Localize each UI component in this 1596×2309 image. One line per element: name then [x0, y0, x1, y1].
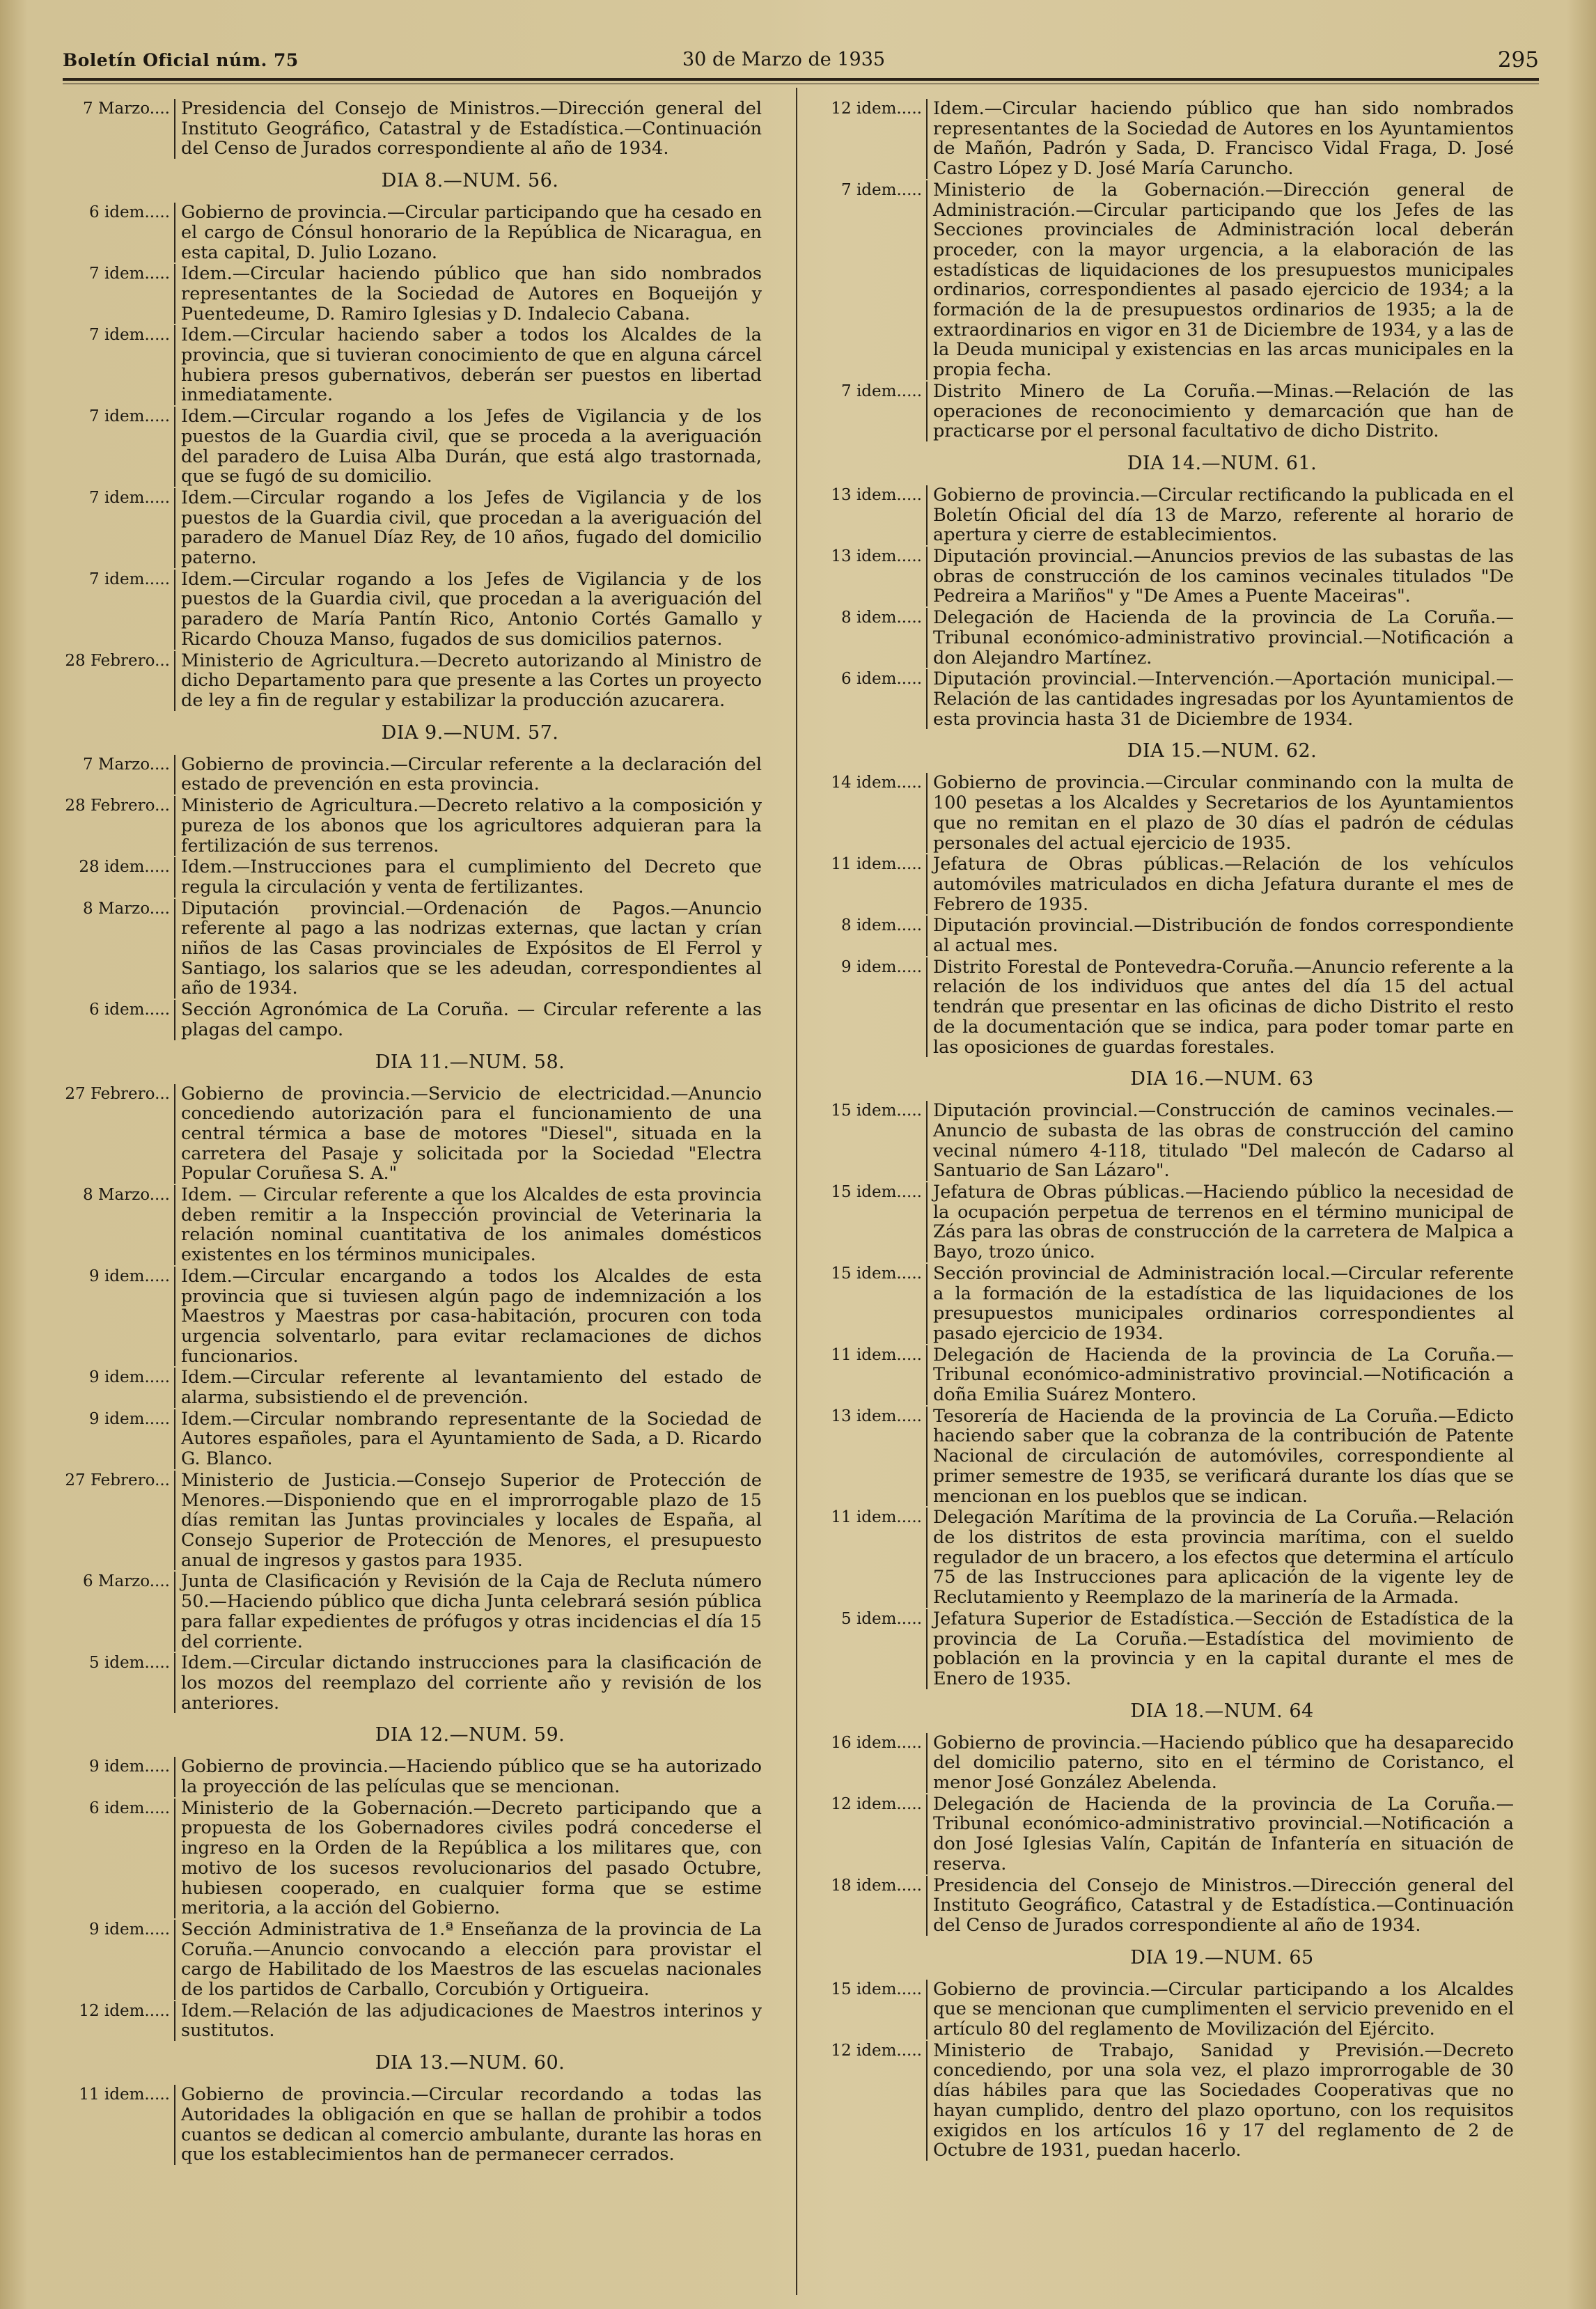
- entry-date: 15 idem.....: [831, 1183, 922, 1202]
- entry-text: Gobierno de provincia.—Circular referente a la declaración del estado de prevención en esta provincia.: [174, 755, 766, 795]
- right-column: [808, 99, 1518, 2162]
- index-entry: [42, 488, 766, 568]
- index-entry: [42, 203, 766, 263]
- index-entry: [808, 957, 1518, 1058]
- page-number: 295: [1497, 47, 1539, 72]
- entry-date: 6 idem.....: [89, 1001, 170, 1019]
- index-entry: [42, 2001, 766, 2041]
- entry-text: Gobierno de provincia.—Circular recordando a todas las Autoridades la obligación en que se hallan de prohibir a todos cuantos se dedican al comercio ambulante, durante las horas en que los establecimientos han de permanecer cerrados.: [174, 2085, 766, 2165]
- entry-text: Gobierno de provincia.—Circular conminando con la multa de 100 pesetas a los Alcaldes y Secretarios de los Ayuntamientos que no remitan en el plazo de 30 días el padrón de cédulas personales del actual ejercicio de 1935.: [926, 773, 1518, 853]
- index-entry: [808, 1609, 1518, 1689]
- entry-date: 6 idem.....: [841, 670, 922, 689]
- entry-date: 9 idem.....: [89, 1368, 170, 1387]
- entry-text: Idem.—Circular encargando a todos los Alcaldes de esta provincia que si tuviesen algún pago de indemnización a los Maestros y Maestras por casa-habitación, procuren con toda urgencia solventarlo, para evitar reclamaciones de dichos funcionarios.: [174, 1267, 766, 1367]
- entry-date: 8 idem.....: [841, 609, 922, 627]
- entry-date: 14 idem.....: [831, 774, 922, 792]
- entry-text: Gobierno de provincia.—Servicio de electricidad.—Anuncio concediendo autorización para el funcionamiento de una central térmica a base de motores "Diesel", situada en la carretera del Pasaje y solicitada por la Sociedad "Electra Popular Coruñesa S. A.": [174, 1084, 766, 1184]
- entry-text: Diputación provincial.—Distribución de fondos correspondiente al actual mes.: [926, 916, 1518, 955]
- entry-date: 7 idem.....: [841, 180, 922, 199]
- entry-date: 12 idem.....: [79, 2001, 170, 2020]
- entry-date: 18 idem.....: [831, 1876, 922, 1895]
- entry-date: 12 idem.....: [831, 2041, 922, 2060]
- entry-text: Idem.—Circular haciendo público que han sido nombrados representantes de la Sociedad de Autores en los Ayuntamientos de Mañón, Padrón y Sada, D. Francisco Vidal Fraga, D. José Castro López y D. José María Caruncho.: [926, 99, 1518, 179]
- entry-text: Delegación de Hacienda de la provincia de La Coruña.—Tribunal económico-administrativo provincial.—Notificación a don Alejandro Martínez.: [926, 608, 1518, 668]
- entry-date: 15 idem.....: [831, 1264, 922, 1283]
- entry-text: Idem.—Circular haciendo saber a todos los Alcaldes de la provincia, que si tuvieran conocimiento de que en alguna cárcel hubiera presos gubernativos, deberán ser puestos en libertad inmediatamente.: [174, 325, 766, 405]
- entry-date: 7 idem.....: [841, 382, 922, 400]
- index-entry: [42, 2085, 766, 2165]
- entry-text: Ministerio de Trabajo, Sanidad y Previsión.—Decreto concediendo, por una sola vez, el plazo improrrogable de 30 días hábiles para que las Sociedades Cooperativas que no hayan cumplido, dentro del plazo oportuno, con los requisitos exigidos en los artículos 16 y 17 del reglamento de 2 de Octubre de 1931, puedan hacerlo.: [926, 2041, 1518, 2161]
- entry-date: 6 Marzo....: [82, 1572, 170, 1591]
- entry-text: Presidencia del Consejo de Ministros.—Dirección general del Instituto Geográfico, Catastral y de Estadística.—Continuación del Censo de Jurados correspondiente al año de 1934.: [174, 99, 766, 159]
- index-entry: [42, 1000, 766, 1040]
- entry-text: Idem.—Instrucciones para el cumplimiento del Decreto que regula la circulación y venta de fertilizantes.: [174, 857, 766, 897]
- index-entry: [808, 382, 1518, 441]
- index-entry: [808, 1876, 1518, 1936]
- entry-text: Presidencia del Consejo de Ministros.—Dirección general del Instituto Geográfico, Catastral y de Estadística.—Continuación del Censo de Jurados correspondiente al año de 1934.: [926, 1876, 1518, 1936]
- index-entry: [42, 796, 766, 856]
- day-heading: DIA 9.—NUM. 57.: [381, 721, 559, 744]
- entry-text: Ministerio de la Gobernación.—Decreto participando que a propuesta de los Gobernadores civiles podrá concederse el ingreso en la Orden de la República a los militares que, con motivo de los sucesos revolucionarios del pasado Octubre, hubiesen cooperado, en cualquier forma que se estime meritoria, a la acción del Gobierno.: [174, 1799, 766, 1918]
- entry-text: Diputación provincial.—Anuncios previos de las subastas de las obras de construcción de los caminos vecinales titulados "De Pedreira a Mariños" y "De Ames a Puente Maceiras".: [926, 547, 1518, 606]
- entry-text: Diputación provincial.—Intervención.—Aportación municipal.—Relación de las cantidades ingresadas por los Ayuntamientos de esta provincia hasta 31 de Diciembre de 1934.: [926, 669, 1518, 729]
- index-entry: [42, 570, 766, 650]
- index-entry: [42, 264, 766, 324]
- index-entry: [42, 325, 766, 405]
- index-entry: [808, 1101, 1518, 1181]
- entry-text: Jefatura de Obras públicas.—Haciendo público la necesidad de la ocupación perpetua de terrenos en el término municipal de Zás para las obras de construcción de la carretera de Malpica a Bayo, trozo único.: [926, 1182, 1518, 1262]
- issue-date: 30 de Marzo de 1935: [682, 49, 886, 70]
- entry-text: Idem.—Circular dictando instrucciones para la clasificación de los mozos del reemplazo del corriente año y revisión de los anteriores.: [174, 1653, 766, 1713]
- entry-text: Delegación de Hacienda de la provincia de La Coruña.—Tribunal económico-administrativo provincial.—Notificación a don José Iglesias Valín, Capitán de Infantería en situación de reserva.: [926, 1794, 1518, 1874]
- day-heading: DIA 19.—NUM. 65: [1130, 1946, 1314, 1968]
- day-heading: DIA 16.—NUM. 63: [1130, 1068, 1314, 1090]
- index-entry: [42, 755, 766, 795]
- entry-date: 7 idem.....: [89, 326, 170, 345]
- entry-date: 6 idem.....: [89, 203, 170, 222]
- entry-text: Ministerio de Justicia.—Consejo Superior de Protección de Menores.—Disponiendo que en el improrrogable plazo de 15 días remitan las Juntas provinciales y locales de España, al Consejo Superior de Protección de Menores, el presupuesto anual de ingresos y gastos para 1935.: [174, 1471, 766, 1571]
- entry-text: Sección Agronómica de La Coruña. — Circular referente a las plagas del campo.: [174, 1000, 766, 1040]
- entry-date: 28 idem.....: [79, 858, 170, 877]
- index-entry: [42, 1267, 766, 1367]
- entry-text: Sección Administrativa de 1.ª Enseñanza de la provincia de La Coruña.—Anuncio convocando a elección para provistar el cargo de Habilitado de los Maestros de las escuelas nacionales de los partidos de Carballo, Corcubión y Ortigueira.: [174, 1920, 766, 2000]
- entry-text: Diputación provincial.—Construcción de caminos vecinales.—Anuncio de subasta de las obras de construcción del camino vecinal número 4-118, titulado "Del malecón de Cadarso al Santuario de San Lázaro".: [926, 1101, 1518, 1181]
- index-entry: [808, 608, 1518, 668]
- index-entry: [42, 1409, 766, 1469]
- entry-text: Idem.—Relación de las adjudicaciones de Maestros interinos y sustitutos.: [174, 2001, 766, 2041]
- day-heading: DIA 14.—NUM. 61.: [1127, 452, 1317, 474]
- entry-date: 7 idem.....: [89, 570, 170, 588]
- entry-text: Diputación provincial.—Ordenación de Pagos.—Anuncio referente al pago a las nodrizas externas, que lactan y crían niños de las Casas provinciales de Expósitos de El Ferrol y Santiago, los salarios que se les adeudan, correspondientes al año de 1934.: [174, 899, 766, 999]
- index-entry: [808, 1733, 1518, 1793]
- entry-text: Gobierno de provincia.—Circular participando que ha cesado en el cargo de Cónsul honorario de la República de Nicaragua, en esta capital, D. Julio Lozano.: [174, 203, 766, 263]
- index-entry: [808, 669, 1518, 729]
- entry-text: Delegación Marítima de la provincia de La Coruña.—Relación de los distritos de esta provincia marítima, con el sueldo regulador de un bracero, a los efectos que determina el artículo 75 de las Instrucciones para aplicación de la vigente ley de Reclutamiento y Reemplazo de la marinería de la Armada.: [926, 1508, 1518, 1608]
- entry-text: Idem.—Circular rogando a los Jefes de Vigilancia y de los puestos de la Guardia civil, que procedan a la averiguación del paradero de María Pantín Rico, Antonio Cortés Gamallo y Ricardo Chouza Manso, fugados de sus domicilios paternos.: [174, 570, 766, 650]
- entry-text: Gobierno de provincia.—Haciendo público que se ha autorizado la proyección de las películas que se mencionan.: [174, 1757, 766, 1797]
- entry-text: Ministerio de Agricultura.—Decreto relativo a la composición y pureza de los abonos que los agricultores adquieran para la fertilización de sus terrenos.: [174, 796, 766, 856]
- entry-text: Junta de Clasificación y Revisión de la Caja de Recluta número 50.—Haciendo público que dicha Junta celebrará sesión pública para fallar expedientes de prófugos y otras incidencias el día 15 del corriente.: [174, 1572, 766, 1652]
- index-entry: [808, 1980, 1518, 2040]
- entry-date: 11 idem.....: [831, 1508, 922, 1527]
- index-entry: [808, 1508, 1518, 1608]
- index-entry: [808, 1407, 1518, 1507]
- index-entry: [42, 1471, 766, 1571]
- entry-date: 8 Marzo....: [82, 899, 170, 918]
- day-heading: DIA 8.—NUM. 56.: [381, 170, 559, 192]
- entry-text: Idem. — Circular referente a que los Alcaldes de esta provincia deben remitir a la Inspección provincial de Veterinaria la relación nominal cuantitativa de los animales domésticos existentes en los términos municipales.: [174, 1185, 766, 1265]
- entry-text: Idem.—Circular rogando a los Jefes de Vigilancia y de los puestos de la Guardia civil, que se proceda a la averiguación del paradero de Luisa Alba Durán, que está algo trastornada, que se fugó de su domicilio.: [174, 407, 766, 487]
- index-entry: [42, 1653, 766, 1713]
- index-entry: [42, 1084, 766, 1184]
- entry-text: Gobierno de provincia.—Haciendo público que ha desaparecido del domicilio paterno, sito en el término de Coristanco, el menor José González Abelenda.: [926, 1733, 1518, 1793]
- entry-date: 13 idem.....: [831, 547, 922, 566]
- index-entry: [42, 1185, 766, 1265]
- entry-date: 9 idem.....: [89, 1920, 170, 1939]
- entry-date: 7 idem.....: [89, 488, 170, 507]
- entry-text: Idem.—Circular nombrando representante de la Sociedad de Autores españoles, para el Ayuntamiento de Sada, a D. Ricardo G. Blanco.: [174, 1409, 766, 1469]
- entry-text: Gobierno de provincia.—Circular rectificando la publicada en el Boletín Oficial del día 13 de Marzo, referente al horario de apertura y cierre de establecimientos.: [926, 485, 1518, 545]
- entry-date: 11 idem.....: [831, 1345, 922, 1364]
- entry-date: 28 Febrero...: [65, 797, 170, 815]
- entry-date: 9 idem.....: [89, 1758, 170, 1776]
- entry-date: 9 idem.....: [89, 1409, 170, 1428]
- index-entry: [808, 547, 1518, 606]
- entry-text: Sección provincial de Administración local.—Circular referente a la formación de la estadística de las liquidaciones de los presupuestos municipales ordinarios correspondientes al pasado ejercicio de 1934.: [926, 1264, 1518, 1344]
- entry-date: 11 idem.....: [831, 855, 922, 874]
- page-header: [63, 45, 1539, 79]
- entry-text: Idem.—Circular haciendo público que han sido nombrados representantes de la Sociedad de Autores en Boqueijón y Puentedeume, D. Ramiro Iglesias y D. Indalecio Cabana.: [174, 264, 766, 324]
- index-entry: [808, 916, 1518, 955]
- index-entry: [42, 899, 766, 999]
- index-entry: [808, 99, 1518, 179]
- index-entry: [808, 1794, 1518, 1874]
- entry-date: 9 idem.....: [89, 1267, 170, 1285]
- entry-date: 15 idem.....: [831, 1102, 922, 1120]
- index-entry: [42, 99, 766, 159]
- index-entry: [42, 1799, 766, 1918]
- day-heading: DIA 15.—NUM. 62.: [1127, 740, 1317, 762]
- entry-text: Delegación de Hacienda de la provincia de La Coruña.—Tribunal económico-administrativo provincial.—Notificación a doña Emilia Suárez Montero.: [926, 1345, 1518, 1405]
- day-heading: DIA 13.—NUM. 60.: [375, 2052, 565, 2074]
- index-entry: [808, 485, 1518, 545]
- index-entry: [42, 1757, 766, 1797]
- left-column: [42, 99, 766, 2166]
- entry-text: Distrito Minero de La Coruña.—Minas.—Relación de las operaciones de reconocimiento y demarcación que han de practicarse por el personal facultativo de dicho Distrito.: [926, 382, 1518, 441]
- entry-date: 8 Marzo....: [82, 1186, 170, 1205]
- entry-date: 11 idem.....: [79, 2085, 170, 2104]
- entry-date: 6 idem.....: [89, 1799, 170, 1817]
- entry-date: 7 idem.....: [89, 265, 170, 283]
- day-heading: DIA 18.—NUM. 64: [1130, 1700, 1314, 1722]
- index-entry: [808, 180, 1518, 380]
- entry-date: 12 idem.....: [831, 1794, 922, 1813]
- index-entry: [42, 1368, 766, 1407]
- entry-text: Idem.—Circular rogando a los Jefes de Vigilancia y de los puestos de la Guardia civil, que procedan a la averiguación del paradero de Manuel Díaz Rey, de 10 años, fugado del domicilio paterno.: [174, 488, 766, 568]
- entry-date: 16 idem.....: [831, 1733, 922, 1752]
- entry-date: 5 idem.....: [841, 1609, 922, 1628]
- entry-date: 27 Febrero...: [65, 1084, 170, 1103]
- column-divider: [796, 88, 797, 2295]
- index-entry: [42, 651, 766, 711]
- day-heading: DIA 11.—NUM. 58.: [375, 1051, 565, 1073]
- index-entry: [808, 1264, 1518, 1344]
- index-entry: [808, 854, 1518, 914]
- entry-text: Idem.—Circular referente al levantamiento del estado de alarma, subsistiendo el de prevención.: [174, 1368, 766, 1407]
- entry-date: 12 idem.....: [831, 100, 922, 118]
- index-entry: [808, 1182, 1518, 1262]
- index-entry: [42, 1572, 766, 1652]
- index-entry: [42, 857, 766, 897]
- entry-date: 7 Marzo....: [82, 755, 170, 774]
- index-entry: [42, 1920, 766, 2000]
- header-rule: [63, 78, 1539, 81]
- entry-date: 28 Febrero...: [65, 651, 170, 670]
- entry-text: Gobierno de provincia.—Circular participando a los Alcaldes que se mencionan que cumplimenten el servicio prevenido en el artículo 80 del reglamento de Movilización del Ejército.: [926, 1980, 1518, 2040]
- entry-text: Ministerio de la Gobernación.—Dirección general de Administración.—Circular participando que los Jefes de las Secciones provinciales de Administración local deberán proceder, con la mayor urgencia, a la elaboración de las estadísticas de liquidaciones de los presupuestos municipales ordinarios, correspondientes al pasado ejercicio de 1934; a la formación de la de presupuestos ordinarios de 1935; a la de extraordinarios en vigor en 31 de Diciembre de 1934, y a las de la Deuda municipal y existencias en las arcas municipales en la propia fecha.: [926, 180, 1518, 380]
- entry-text: Jefatura Superior de Estadística.—Sección de Estadística de la provincia de La Coruña.—Estadística del movimiento de población en la provincia y en la capital durante el mes de Enero de 1935.: [926, 1609, 1518, 1689]
- entry-date: 15 idem.....: [831, 1980, 922, 1998]
- publication-title: Boletín Oficial núm. 75: [63, 50, 299, 70]
- index-entry: [808, 773, 1518, 853]
- index-entry: [42, 407, 766, 487]
- entry-text: Jefatura de Obras públicas.—Relación de los vehículos automóviles matriculados en dicha Jefatura durante el mes de Febrero de 1935.: [926, 854, 1518, 914]
- entry-date: 7 idem.....: [89, 407, 170, 426]
- entry-date: 27 Febrero...: [65, 1471, 170, 1489]
- entry-date: 9 idem.....: [841, 957, 922, 976]
- entry-text: Distrito Forestal de Pontevedra-Coruña.—Anuncio referente a la relación de los individuos que antes del día 15 del actual tendrán que presentar en las oficinas de dicho Distrito el resto de la documentación que se indica, para poder tomar parte en las oposiciones de guardas forestales.: [926, 957, 1518, 1058]
- entry-date: 13 idem.....: [831, 1407, 922, 1425]
- index-entry: [808, 1345, 1518, 1405]
- entry-text: Ministerio de Agricultura.—Decreto autorizando al Ministro de dicho Departamento para que presente a las Cortes un proyecto de ley a fin de regular y estabilizar la producción azucarera.: [174, 651, 766, 711]
- day-heading: DIA 12.—NUM. 59.: [375, 1724, 565, 1746]
- entry-date: 7 Marzo....: [82, 100, 170, 118]
- entry-date: 8 idem.....: [841, 916, 922, 935]
- entry-text: Tesorería de Hacienda de la provincia de La Coruña.—Edicto haciendo saber que la cobranza de la contribución de Patente Nacional de circulación de automóviles, correspondiente al primer semestre de 1935, se verificará durante los días que se mencionan en los pueblos que se indican.: [926, 1407, 1518, 1507]
- index-entry: [808, 2041, 1518, 2161]
- entry-date: 5 idem.....: [89, 1654, 170, 1673]
- entry-date: 13 idem.....: [831, 485, 922, 504]
